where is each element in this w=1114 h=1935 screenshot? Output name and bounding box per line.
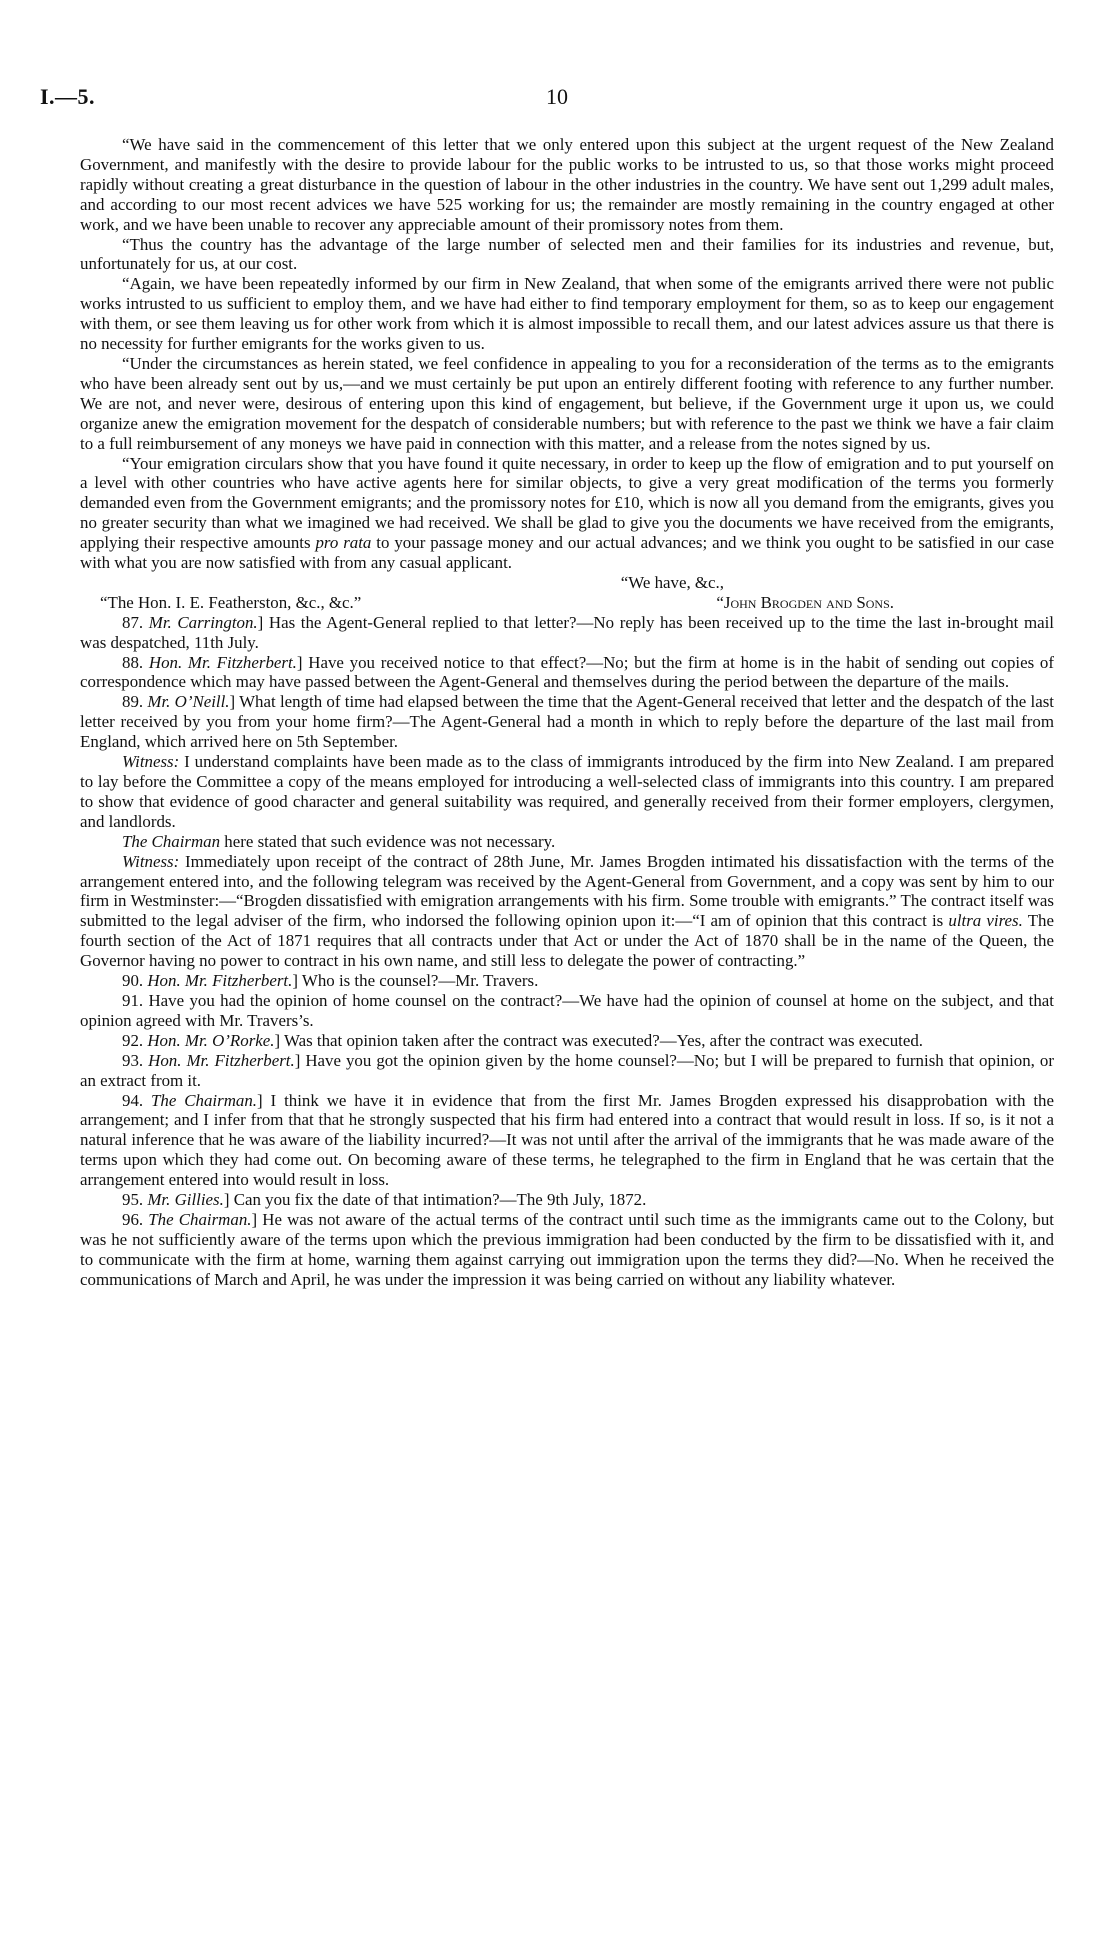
question-87: 87. Mr. Carrington.] Has the Agent-General replied to that letter?—No reply has been received up to the time the last in-brought mail was despatched, 11th July. bbox=[80, 612, 1055, 652]
letter-paragraph: “Thus the country has the advantage of the large number of selected men and their families for its industries and revenue, but, unfortunately for us, at our cost. bbox=[80, 234, 1054, 274]
document-body bbox=[80, 135, 1054, 1290]
letter-paragraph: “Your emigration circulars show that you have found it quite necessary, in order to keep up the flow of emigration and to put yourself on a level with other countries who have active agents here for similar objects, to give a very great modification of the terms you formerly demanded even from the Government emigrants; and the promissory notes for £10, which is now all you demand from the emigrants, gives you no greater security than what we imagined we had received. We shall be glad to give you the documents we have received from the emigrants, applying their respective amounts pro rata to your passage money and our actual advances; and we think you ought to be satisfied in our case with what you are now satisfied with from any casual applicant. bbox=[80, 453, 1055, 573]
question-90: 90. Hon. Mr. Fitzherbert.] Who is the counsel?—Mr. Travers. bbox=[122, 971, 539, 991]
question-89: 89. Mr. O’Neill.] What length of time had elapsed between the time that the Agent-General received that letter and the despatch of the last letter received by you from your home firm?—The Agent-General had a month in which to reply before the departure of the last mail from England, which arrived here on 5th September. bbox=[80, 692, 1054, 752]
question-88: 88. Hon. Mr. Fitzherbert.] Have you received notice to that effect?—No; but the firm at home is in the habit of sending out copies of correspondence which may have passed between the Agent-General and themselves during the period between the departure of the mails. bbox=[80, 652, 1054, 692]
question-91: 91. Have you had the opinion of home counsel on the contract?—We have had the opinion of counsel at home on the subject, and that opinion agreed with Mr. Travers’s. bbox=[80, 990, 1054, 1030]
question-93: 93. Hon. Mr. Fitzherbert.] Have you got the opinion given by the home counsel?—No; but I will be prepared to furnish that opinion, or an extract from it. bbox=[80, 1050, 1054, 1090]
witness-statement: Witness: I understand complaints have been made as to the class of immigrants introduced by the firm into New Zealand. I am prepared to lay before the Committee a copy of the means employed for introducing a well-selected class of immigrants into this country. I am prepared to show that evidence of good character and general suitability was required, and generally received from their former employers, clergymen, and landlords. bbox=[80, 752, 1054, 831]
letter-paragraph: “Under the circumstances as herein stated, we feel confidence in appealing to you for a reconsideration of the terms as to the emigrants who have been already sent out by us,—and we must certainly be put upon an entirely different footing with reference to any further number. We are not, and never were, desirous of entering upon this kind of engagement, but believe, if the Government urge it upon us, we could organize anew the emigration movement for the despatch of considerable numbers; but with reference to the past we think we have a fair claim to a full reimbursement of any moneys we have paid in connection with this matter, and a release from the notes signed by us. bbox=[80, 353, 1054, 453]
page-number: 10 bbox=[546, 84, 568, 109]
letter-signature: “John Brogden and Sons. bbox=[716, 592, 894, 612]
witness-statement: Witness: Immediately upon receipt of the contract of 28th June, Mr. James Brogden intimated his dissatisfaction with the terms of the arrangement entered into, and the following telegram was received by the Agent-General from Government, and a copy was sent by him to our firm in Westminster:—“Brogden dissatisfied with emigration arrangements with his firm. Some trouble with emigrants.” The contract itself was submitted to the legal adviser of the firm, who indorsed the following opinion upon it:—“I am of opinion that this contract is ultra vires. The fourth section of the Act of 1871 requires that all contracts under that Act or under the Act of 1870 shall be in the name of the Queen, the Governor having no power to contract in his own name, and still less to delegate the power of contracting.” bbox=[80, 851, 1054, 971]
page-header bbox=[40, 84, 1074, 114]
letter-signoff bbox=[80, 593, 1054, 613]
letter-closing: “We have, &c., bbox=[620, 572, 724, 592]
question-95: 95. Mr. Gillies.] Can you fix the date of that intimation?—The 9th July, 1872. bbox=[122, 1190, 647, 1210]
question-94: 94. The Chairman.] I think we have it in evidence that from the first Mr. James Brogden expressed his disapprobation with the arrangement; and I infer from that that he strongly suspected that his firm had entered into a contract that would result in loss. If so, is it not a natural inference that he was aware of the liability incurred?—It was not until after the arrival of the immigrants that he was made aware of the terms upon which they had come out. On becoming aware of these terms, he telegraphed to the firm in England that he was certain that the arrangement entered into would result in loss. bbox=[80, 1090, 1054, 1190]
chairman-remark: The Chairman here stated that such evidence was not necessary. bbox=[122, 831, 556, 851]
question-96: 96. The Chairman.] He was not aware of the actual terms of the contract until such time as the immigrants came out to the Colony, but was he not sufficiently aware of the terms upon which the previous immigration had been conducted by the firm to be dissatisfied with it, and to communicate with the firm at home, warning them against carrying out immigration upon the terms they did?—No. When he received the communications of March and April, he was under the impression it was being carried on without any liability whatever. bbox=[80, 1209, 1054, 1289]
letter-addressee: “The Hon. I. E. Featherston, &c., &c.” bbox=[100, 592, 362, 612]
letter-paragraph: “Again, we have been repeatedly informed by our firm in New Zealand, that when some of the emigrants arrived there were not public works intrusted to us sufficient to employ them, and we have had either to find temporary employment for them, so as to keep our engagement with them, or see them leaving us for other work from which it is almost impossible to recall them, and our latest advices assure us that there is no necessity for further emigrants for the works given to us. bbox=[80, 274, 1054, 354]
document-id: I.—5. bbox=[40, 84, 96, 109]
question-92: 92. Hon. Mr. O’Rorke.] Was that opinion taken after the contract was executed?—Yes, after the contract was executed. bbox=[122, 1030, 923, 1050]
letter-paragraph: “We have said in the commencement of this letter that we only entered upon this subject at the urgent request of the New Zealand Government, and manifestly with the desire to provide labour for the public works to be intrusted to us, so that those works might proceed rapidly without creating a great disturbance in the question of labour in the other industries in the country. We have sent out 1,299 adult males, and according to our most recent advices we have 525 working for us; the remainder are mostly remaining in the country engaged at other work, and we have been unable to recover any appreciable amount of their promissory notes from them. bbox=[80, 135, 1054, 234]
